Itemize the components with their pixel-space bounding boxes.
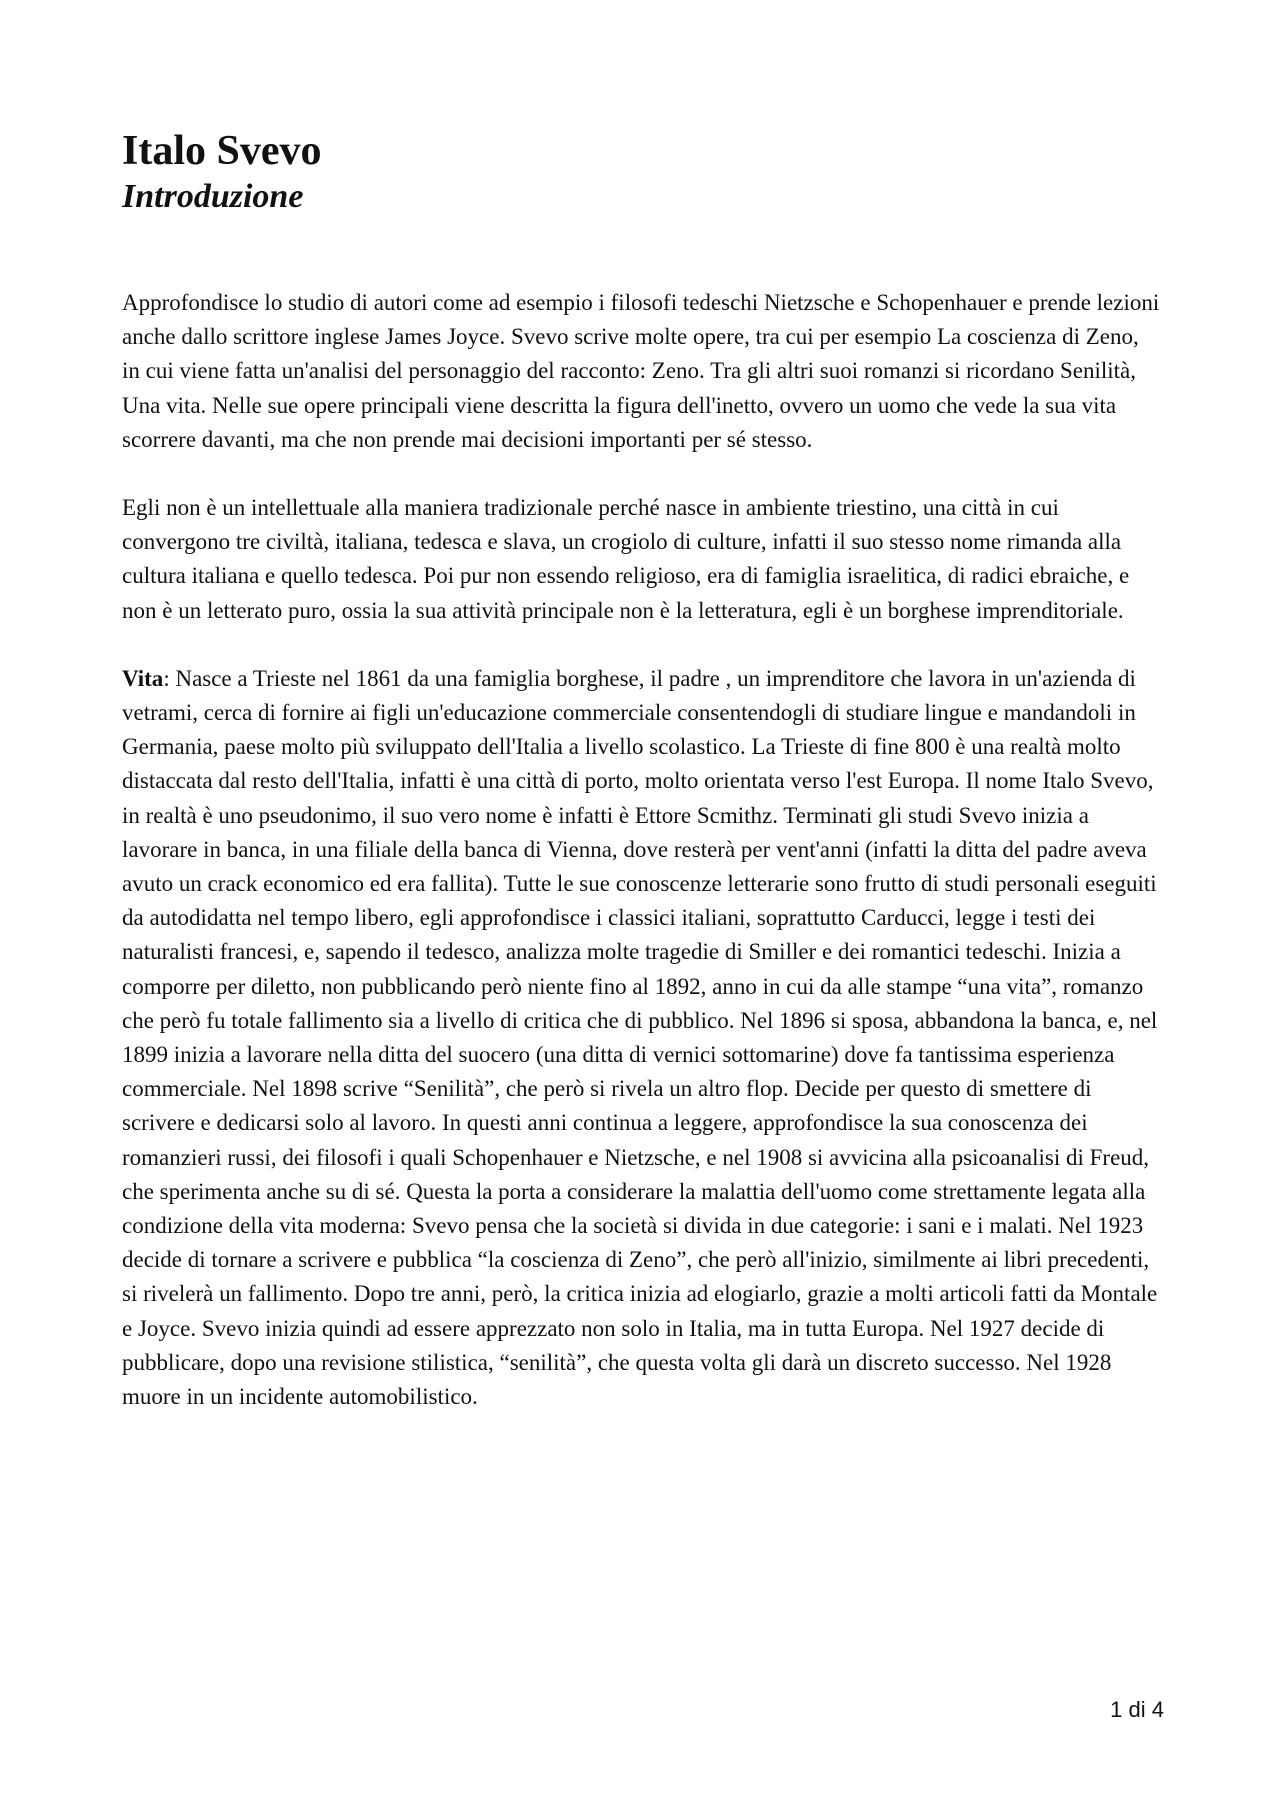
paragraph-context: Egli non è un intellettuale alla maniera tradizionale perché nasce in ambiente triestino, una città in cui convergono tre civiltà, italiana, tedesca e slava, un crogiolo di culture, infatti il suo stesso nome rimanda alla cultura italiana e quello tedesca. Poi pur non essendo religioso, era di famiglia israelitica, di radici ebraiche, e non è un letterato puro, ossia la sua attività principale non è la letteratura, egli è un borghese imprenditoriale. <box>122 495 1130 623</box>
paragraph-intro: Approfondisce lo studio di autori come ad esempio i filosofi tedeschi Nietzsche e Schopenhauer e prende lezioni anche dallo scrittore inglese James Joyce. Svevo scrive molte opere, tra cui per esempio La coscienza di Zeno, in cui viene fatta un'analisi del personaggio del racconto: Zeno. Tra gli altri suoi romanzi si ricordano Senilità, Una vita. Nelle sue opere principali viene descritta la figura dell'inetto, ovvero un uomo che vede la sua vita scorrere davanti, ma che non prende mai decisioni importanti per sé stesso. <box>122 290 1160 452</box>
paragraph-vita <box>122 662 1162 1414</box>
document-content <box>122 126 1162 1448</box>
page-number: 1 di 4 <box>1110 1697 1164 1722</box>
document-title: Italo Svevo <box>122 128 322 174</box>
vita-label: Vita <box>122 665 164 691</box>
document-subtitle: Introduzione <box>122 178 304 215</box>
vita-text: : Nasce a Trieste nel 1861 da una famiglia borghese, il padre , un imprenditore che lavora in un'azienda di vetrami, cerca di fornire ai figli un'educazione commerciale consentendogli di studiare lingue e mandandoli in Germania, paese molto più sviluppato dell'Italia a livello scolastico. La Trieste di fine 800 è una realtà molto distaccata dal resto dell'Italia, infatti è una città di porto, molto orientata verso l'est Europa. Il nome Italo Svevo, in realtà è uno pseudonimo, il suo vero nome è infatti è Ettore Scmithz. Terminati gli studi Svevo inizia a lavorare in banca, in una filiale della banca di Vienna, dove resterà per vent'anni (infatti la ditta del padre aveva avuto un crack economico ed era fallita). Tutte le sue conoscenze letterarie sono frutto di studi personali eseguiti da autodidatta nel tempo libero, egli approfondisce i classici italiani, soprattutto Carducci, legge i testi dei naturalisti francesi, e, sapendo il tedesco, analizza molte tragedie di Smiller e dei romantici tedeschi. Inizia a comporre per diletto, non pubblicando però niente fino al 1892, anno in cui da alle stampe “una vita”, romanzo che però fu totale fallimento sia a livello di critica che di pubblico. Nel 1896 si sposa, abbandona la banca, e, nel 1899 inizia a lavorare nella ditta del suocero (una ditta di vernici sottomarine) dove fa tantissima esperienza commerciale. Nel 1898 scrive “Senilità”, che però si rivela un altro flop. Decide per questo di smettere di scrivere e dedicarsi solo al lavoro. In questi anni continua a leggere, approfondisce la sua conoscenza dei romanzieri russi, dei filosofi i quali Schopenhauer e Nietzsche, e nel 1908 si avvicina alla psicoanalisi di Freud, che sperimenta anche su di sé. Questa la porta a considerare la malattia dell'uomo come strettamente legata alla condizione della vita moderna: Svevo pensa che la società si divida in due categorie: i sani e i malati. Nel 1923 decide di tornare a scrivere e pubblica “la coscienza di Zeno”, che però all'inizio, similmente ai libri precedenti, si rivelerà un fallimento. Dopo tre anni, però, la critica inizia ad elogiarlo, grazie a molti articoli fatti da Montale e Joyce. Svevo inizia quindi ad essere apprezzato non solo in Italia, ma in tutta Europa. Nel 1927 decide di pubblicare, dopo una revisione stilistica, “senilità”, che questa volta gli darà un discreto successo. Nel 1928 muore in un incidente automobilistico. <box>122 665 1158 1410</box>
